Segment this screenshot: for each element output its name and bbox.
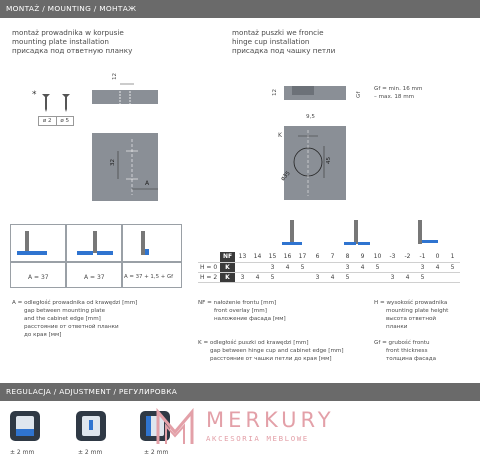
legend-h-en: mounting plate height xyxy=(386,308,449,314)
legend-nf-pl: NF = nałożenie frontu [mm] xyxy=(198,300,277,306)
overlay-caption-3: A = 37 + 1,5 + Gf xyxy=(124,274,174,280)
table-cell: 4 xyxy=(430,262,445,272)
nf-col: 16 xyxy=(280,252,295,262)
left-title-pl: montaż prowadnika w korpusie xyxy=(12,28,124,37)
table-cell xyxy=(310,262,325,272)
legend-a-ru: расстояние от ответной планки xyxy=(24,324,119,330)
table-cell xyxy=(430,272,445,282)
nf-col: -2 xyxy=(400,252,415,262)
adjustment-value-2: ± 2 mm xyxy=(78,449,103,456)
table-cell xyxy=(445,272,460,282)
adjustment-side-icon xyxy=(76,411,106,441)
screw-diameter-5: ø 5 xyxy=(60,118,70,124)
table-row xyxy=(198,262,460,272)
table-cell: 4 xyxy=(325,272,340,282)
overlay-box-inset xyxy=(122,224,182,262)
half-overlay-icon xyxy=(67,225,121,261)
legend-a-ru2: до края [мм] xyxy=(24,332,62,338)
legend-a-pl: A = odległość prowadnika od krawędzi [mm] xyxy=(12,300,138,306)
table-cell: 3 xyxy=(415,262,430,272)
legend-a-en: gap between mounting plate xyxy=(24,308,106,314)
legend-h-ru: высота ответной xyxy=(386,316,437,322)
legend-h-pl: H = wysokość prowadnika xyxy=(374,300,448,306)
nf-col: 15 xyxy=(265,252,280,262)
gf-note-2: – max. 18 mm xyxy=(374,94,415,100)
table-cell: 4 xyxy=(400,272,415,282)
legend-h-ru2: планки xyxy=(386,324,408,330)
table-cell xyxy=(400,262,415,272)
table-cell xyxy=(235,262,250,272)
table-cell: 5 xyxy=(415,272,430,282)
table-cell: 3 xyxy=(265,262,280,272)
dim-k: K xyxy=(278,132,282,139)
legend-k-ru: расстояние от чашки петли до края [мм] xyxy=(210,356,332,362)
nf-col: 1 xyxy=(445,252,460,262)
table-cell: 4 xyxy=(355,262,370,272)
overlay-caption-2: A = 37 xyxy=(84,274,105,281)
legend-nf-ru: наложение фасада [мм] xyxy=(214,316,286,322)
merkury-logo-icon xyxy=(152,404,198,450)
adjustment-header: REGULACJA / ADJUSTMENT / РЕГУЛИРОВКА xyxy=(0,383,480,401)
table-cell xyxy=(325,262,340,272)
table-cell: 4 xyxy=(280,262,295,272)
nf-col: 7 xyxy=(325,252,340,262)
row-label: H = 2 xyxy=(198,272,220,282)
table-cell: 5 xyxy=(295,262,310,272)
table-cell: 5 xyxy=(265,272,280,282)
full-overlay-icon xyxy=(11,225,65,261)
table-cell: 4 xyxy=(250,272,265,282)
legend-gf-ru: толщина фасада xyxy=(386,356,437,362)
table-cell xyxy=(385,262,400,272)
dim-32: 32 xyxy=(110,158,116,166)
nf-col: -1 xyxy=(415,252,430,262)
table-cell xyxy=(355,272,370,282)
watermark-brand: MERKURY xyxy=(206,408,335,432)
watermark-tagline: AKCESORIA MEBLOWE xyxy=(206,434,309,443)
front-view-marks xyxy=(92,133,158,201)
screw-icons xyxy=(38,92,78,116)
overlay-box-half xyxy=(66,224,122,262)
side-view-dimension xyxy=(110,78,150,106)
dim-12-right: 12 xyxy=(272,88,278,96)
dim-35: ø35 xyxy=(280,170,292,183)
cup-recess-side xyxy=(292,86,314,95)
dim-9-5: 9,5 xyxy=(306,114,315,120)
adjustment-value-3: ± 2 mm xyxy=(144,449,169,456)
overlay-caption-1: A = 37 xyxy=(28,274,49,281)
inset-overlay-icon xyxy=(123,225,181,261)
adjustment-value-1: ± 2 mm xyxy=(10,449,35,456)
left-title-en: mounting plate installation xyxy=(12,37,109,46)
nf-col: 13 xyxy=(235,252,250,262)
nf-col: 8 xyxy=(340,252,355,262)
row-key: K xyxy=(220,272,235,282)
nf-col: -3 xyxy=(385,252,400,262)
dim-12-left: 12 xyxy=(112,72,118,80)
nf-col: 6 xyxy=(310,252,325,262)
row-key: K xyxy=(220,262,235,272)
table-cell xyxy=(295,272,310,282)
dim-a: A xyxy=(145,180,150,187)
dim-45: 45 xyxy=(326,156,332,164)
screw-diameter-2: ø 2 xyxy=(39,117,57,125)
nf-table xyxy=(198,252,460,283)
table-row xyxy=(198,272,460,282)
legend-gf-pl: Gf = grubość frontu xyxy=(374,340,430,346)
nf-col: 17 xyxy=(295,252,310,262)
screw-table xyxy=(38,116,74,126)
gf-note-1: Gf = min. 16 mm xyxy=(374,86,423,92)
legend-nf-en: front overlay [mm] xyxy=(214,308,267,314)
nf-header: NF xyxy=(220,252,235,262)
table-cell: 5 xyxy=(445,262,460,272)
nf-col: 14 xyxy=(250,252,265,262)
table-cell xyxy=(250,262,265,272)
adjustment-depth-icon xyxy=(10,411,40,441)
hinge-type-icons xyxy=(270,218,470,248)
table-cell: 3 xyxy=(235,272,250,282)
table-cell: 5 xyxy=(340,272,355,282)
nf-col: 0 xyxy=(430,252,445,262)
right-title-pl: montaż puszki we froncie xyxy=(232,28,324,37)
right-title-en: hinge cup installation xyxy=(232,37,310,46)
dim-gf: Gf xyxy=(356,91,362,98)
legend-a-en2: and the cabinet edge [mm] xyxy=(24,316,101,322)
right-title-ru: присадка под чашку петли xyxy=(232,46,336,55)
row-label: H = 0 xyxy=(198,262,220,272)
legend-k-en: gap between hinge cup and cabinet edge [mm] xyxy=(210,348,344,354)
star-mark: * xyxy=(32,90,37,100)
overlay-box-full xyxy=(10,224,66,262)
table-cell xyxy=(370,272,385,282)
hinge-cup-drawing xyxy=(284,126,346,200)
nf-col: 10 xyxy=(370,252,385,262)
table-cell xyxy=(280,272,295,282)
legend-k-pl: K = odległość puszki od krawędzi [mm] xyxy=(198,340,309,346)
left-title-ru: присадка под ответную планку xyxy=(12,46,133,55)
nf-col: 9 xyxy=(355,252,370,262)
mounting-header: MONTAŻ / MOUNTING / МОНТАЖ xyxy=(0,0,480,18)
table-cell: 5 xyxy=(370,262,385,272)
nf-table-header-row xyxy=(198,252,460,262)
table-cell: 3 xyxy=(385,272,400,282)
table-cell: 3 xyxy=(340,262,355,272)
table-cell: 3 xyxy=(310,272,325,282)
legend-gf-en: front thickness xyxy=(386,348,428,354)
